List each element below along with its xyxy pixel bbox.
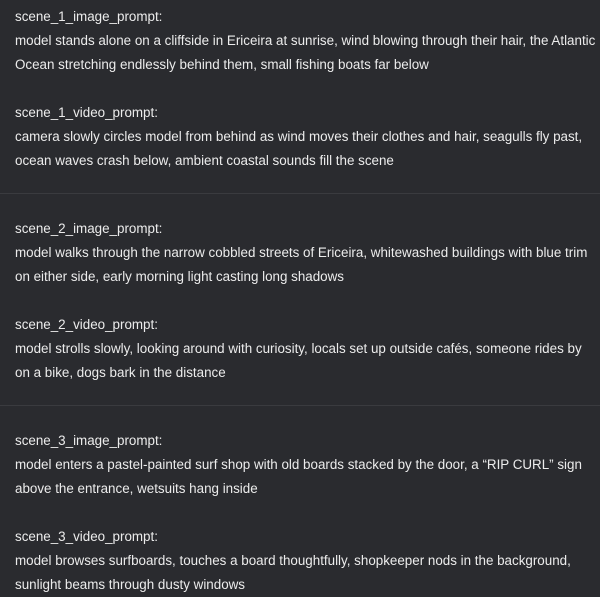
scene-1-image-label: scene_1_image_prompt: [15, 9, 163, 24]
scene-1-image-block [15, 5, 600, 77]
scene-3-video-label: scene_3_video_prompt: [15, 529, 158, 544]
scene-2-video-text: model strolls slowly, looking around with curiosity, locals set up outside cafés, someone rides by on a bike, dogs bark in the distance [15, 341, 582, 380]
scene-1-video-text: camera slowly circles model from behind as wind moves their clothes and hair, seagulls fly past, ocean waves crash below, ambient coastal sounds fill the scene [15, 129, 583, 168]
scene-1-video-label: scene_1_video_prompt: [15, 105, 158, 120]
scene-3-image-block [15, 429, 600, 501]
scene-3-image-label: scene_3_image_prompt: [15, 433, 163, 448]
scene-1-video-block [15, 101, 600, 173]
scene-2-image-label: scene_2_image_prompt: [15, 221, 163, 236]
scene-2-video-block [15, 313, 600, 385]
scene-3-video-block [15, 525, 600, 597]
scene-2-image-block [15, 217, 600, 289]
scene-3-image-text: model enters a pastel-painted surf shop with old boards stacked by the door, a “RIP CURL” sign above the entrance, wetsuits hang inside [15, 457, 582, 496]
scene-3-video-text: model browses surfboards, touches a board thoughtfully, shopkeeper nods in the background, sunlight beams through dusty windows [15, 553, 571, 592]
scene-2-video-label: scene_2_video_prompt: [15, 317, 158, 332]
scene-1-section [15, 0, 600, 173]
scene-3-section [15, 429, 600, 597]
scene-2-image-text: model walks through the narrow cobbled streets of Ericeira, whitewashed buildings with blue trim on either side, early morning light casting long shadows [15, 245, 588, 284]
scene-2-section [15, 217, 600, 385]
scene-1-image-text: model stands alone on a cliffside in Ericeira at sunrise, wind blowing through their hair, the Atlantic Ocean stretching endlessly behind them, small fishing boats far below [15, 33, 596, 72]
